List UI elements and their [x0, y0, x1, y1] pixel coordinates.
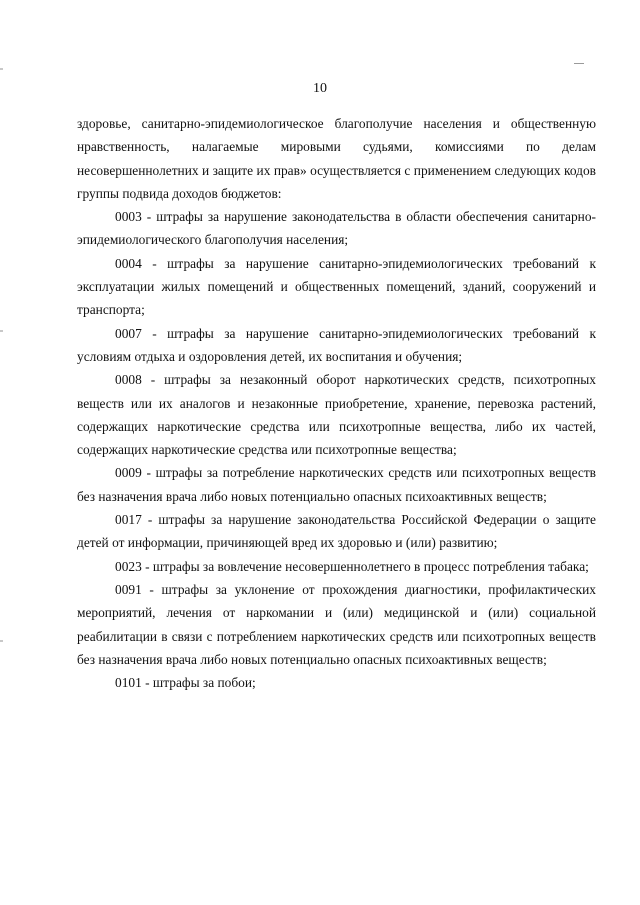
document-body	[77, 112, 596, 694]
scan-edge-mark	[0, 640, 3, 642]
paragraph-code-0009: 0009 - штрафы за потребление наркотических средств или психотропных веществ без назначения врача либо новых потенциально опасных психоактивных веществ;	[77, 465, 596, 504]
paragraph-code-0004: 0004 - штрафы за нарушение санитарно-эпидемиологических требований к эксплуатации жилых помещений и общественных помещений, зданий, сооружений и транспорта;	[77, 255, 596, 318]
scan-mark	[574, 63, 584, 64]
page-number: 10	[313, 81, 327, 96]
paragraph-code-0091: 0091 - штрафы за уклонение от прохождения диагностики, профилактических мероприятий, лечения от наркомании и (или) медицинской и (или) социальной реабилитации в связи с потреблением наркотических средств или психотропных веществ без назначения врача либо новых потенциально опасных психоактивных веществ;	[77, 581, 596, 667]
paragraph-code-0003: 0003 - штрафы за нарушение законодательства в области обеспечения санитарно-эпидемиологического благополучия населения;	[77, 209, 596, 248]
paragraph-code-0023: 0023 - штрафы за вовлечение несовершеннолетнего в процесс потребления табака;	[115, 558, 589, 574]
scan-edge-mark	[0, 330, 3, 332]
paragraph-code-0007: 0007 - штрафы за нарушение санитарно-эпидемиологических требований к условиям отдыха и оздоровления детей, их воспитания и обучения;	[77, 325, 596, 364]
paragraph-code-0008: 0008 - штрафы за незаконный оборот наркотических средств, психотропных веществ или их аналогов и незаконные приобретение, хранение, перевозка растений, содержащих наркотические средства или психотропные вещества, либо их частей, содержащих наркотические средства или психотропные вещества;	[77, 372, 596, 458]
paragraph-code-0017: 0017 - штрафы за нарушение законодательства Российской Федерации о защите детей от информации, причиняющей вред их здоровью и (или) развитию;	[77, 512, 596, 551]
scan-edge-mark	[0, 68, 3, 70]
paragraph-code-0101: 0101 - штрафы за побои;	[115, 675, 256, 691]
paragraph-continuation: здоровье, санитарно-эпидемиологическое благополучие населения и общественную нравственность, налагаемые мировыми судьями, комиссиями по делам несовершеннолетних и защите их прав» осуществляется с применением следующих кодов группы подвида доходов бюджетов:	[77, 116, 596, 201]
